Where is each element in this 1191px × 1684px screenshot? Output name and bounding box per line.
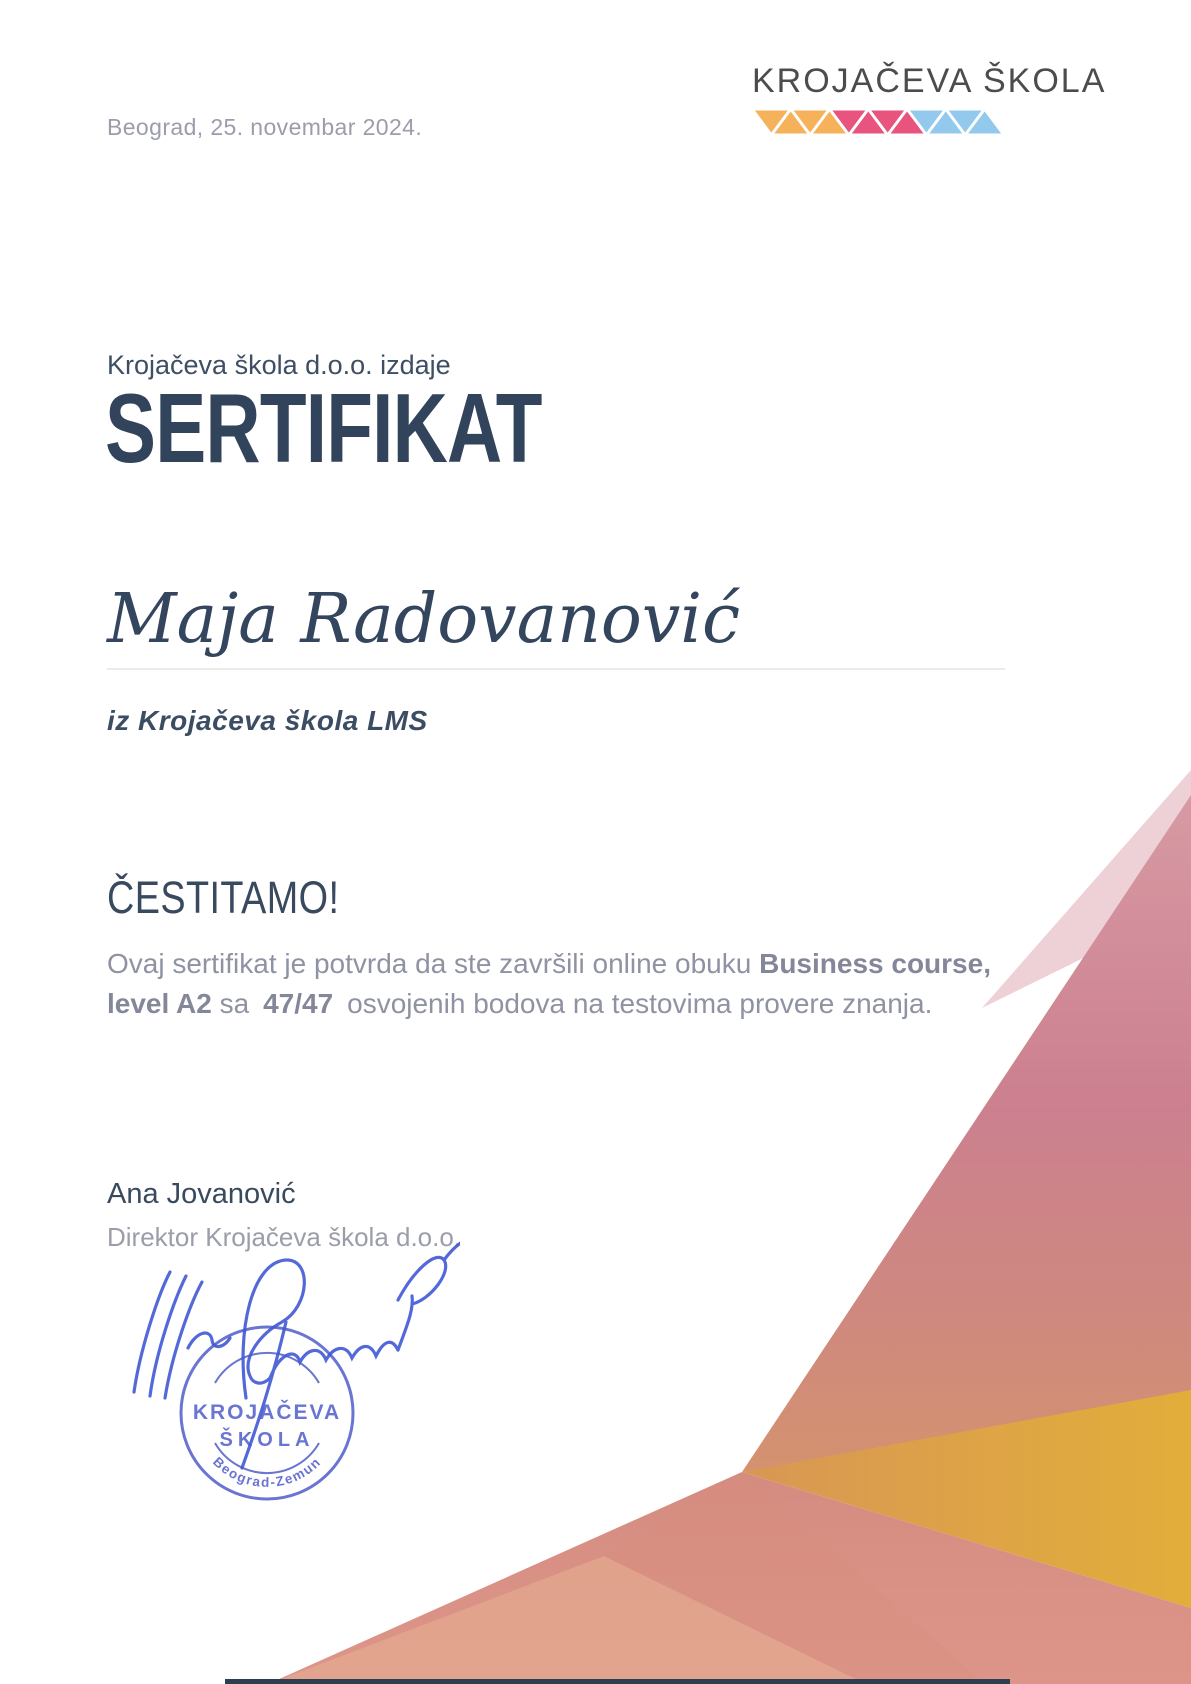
- certificate-title: SERTIFIKAT: [105, 373, 542, 483]
- recipient-origin: iz Krojačeva škola LMS: [107, 705, 428, 736]
- name-underline: [107, 668, 1005, 670]
- signer-title: Direktor Krojačeva škola d.o.o.: [107, 1222, 462, 1252]
- score-value: 47/47: [263, 988, 334, 1019]
- logo-triangle-strip-icon: [752, 109, 1004, 135]
- issue-date: Beograd, 25. novembar 2024.: [107, 114, 423, 140]
- course-level: level A2: [107, 988, 212, 1019]
- body-text: sa: [211, 988, 257, 1019]
- stamp-inner-arc-top: [215, 1353, 319, 1383]
- stamp-text-line1: KROJAČEVA: [192, 1401, 342, 1424]
- course-name: Business course,: [759, 948, 991, 979]
- company-stamp: [172, 1318, 362, 1508]
- stamp-arc-text: Beograd-Zemun: [210, 1454, 324, 1490]
- body-paragraph: [107, 944, 1007, 1024]
- bg-facet-main: [742, 795, 1191, 1472]
- recipient-name: Maja Radovanović: [107, 580, 741, 659]
- stamp-text-line2: ŠKOLA: [219, 1429, 315, 1451]
- congrats-heading: ČESTITAMO!: [107, 872, 340, 923]
- signer-name: Ana Jovanović: [107, 1178, 296, 1210]
- bottom-bar: [225, 1679, 1010, 1684]
- school-logo: [752, 62, 1106, 135]
- issuer-line: Krojačeva škola d.o.o. izdaje: [107, 350, 451, 380]
- body-text: osvojenih bodova na testovima provere znanja.: [339, 988, 933, 1019]
- school-logo-text: KROJAČEVA ŠKOLA: [752, 62, 1107, 100]
- body-text: Ovaj sertifikat je potvrda da ste završili online obuku: [107, 948, 760, 979]
